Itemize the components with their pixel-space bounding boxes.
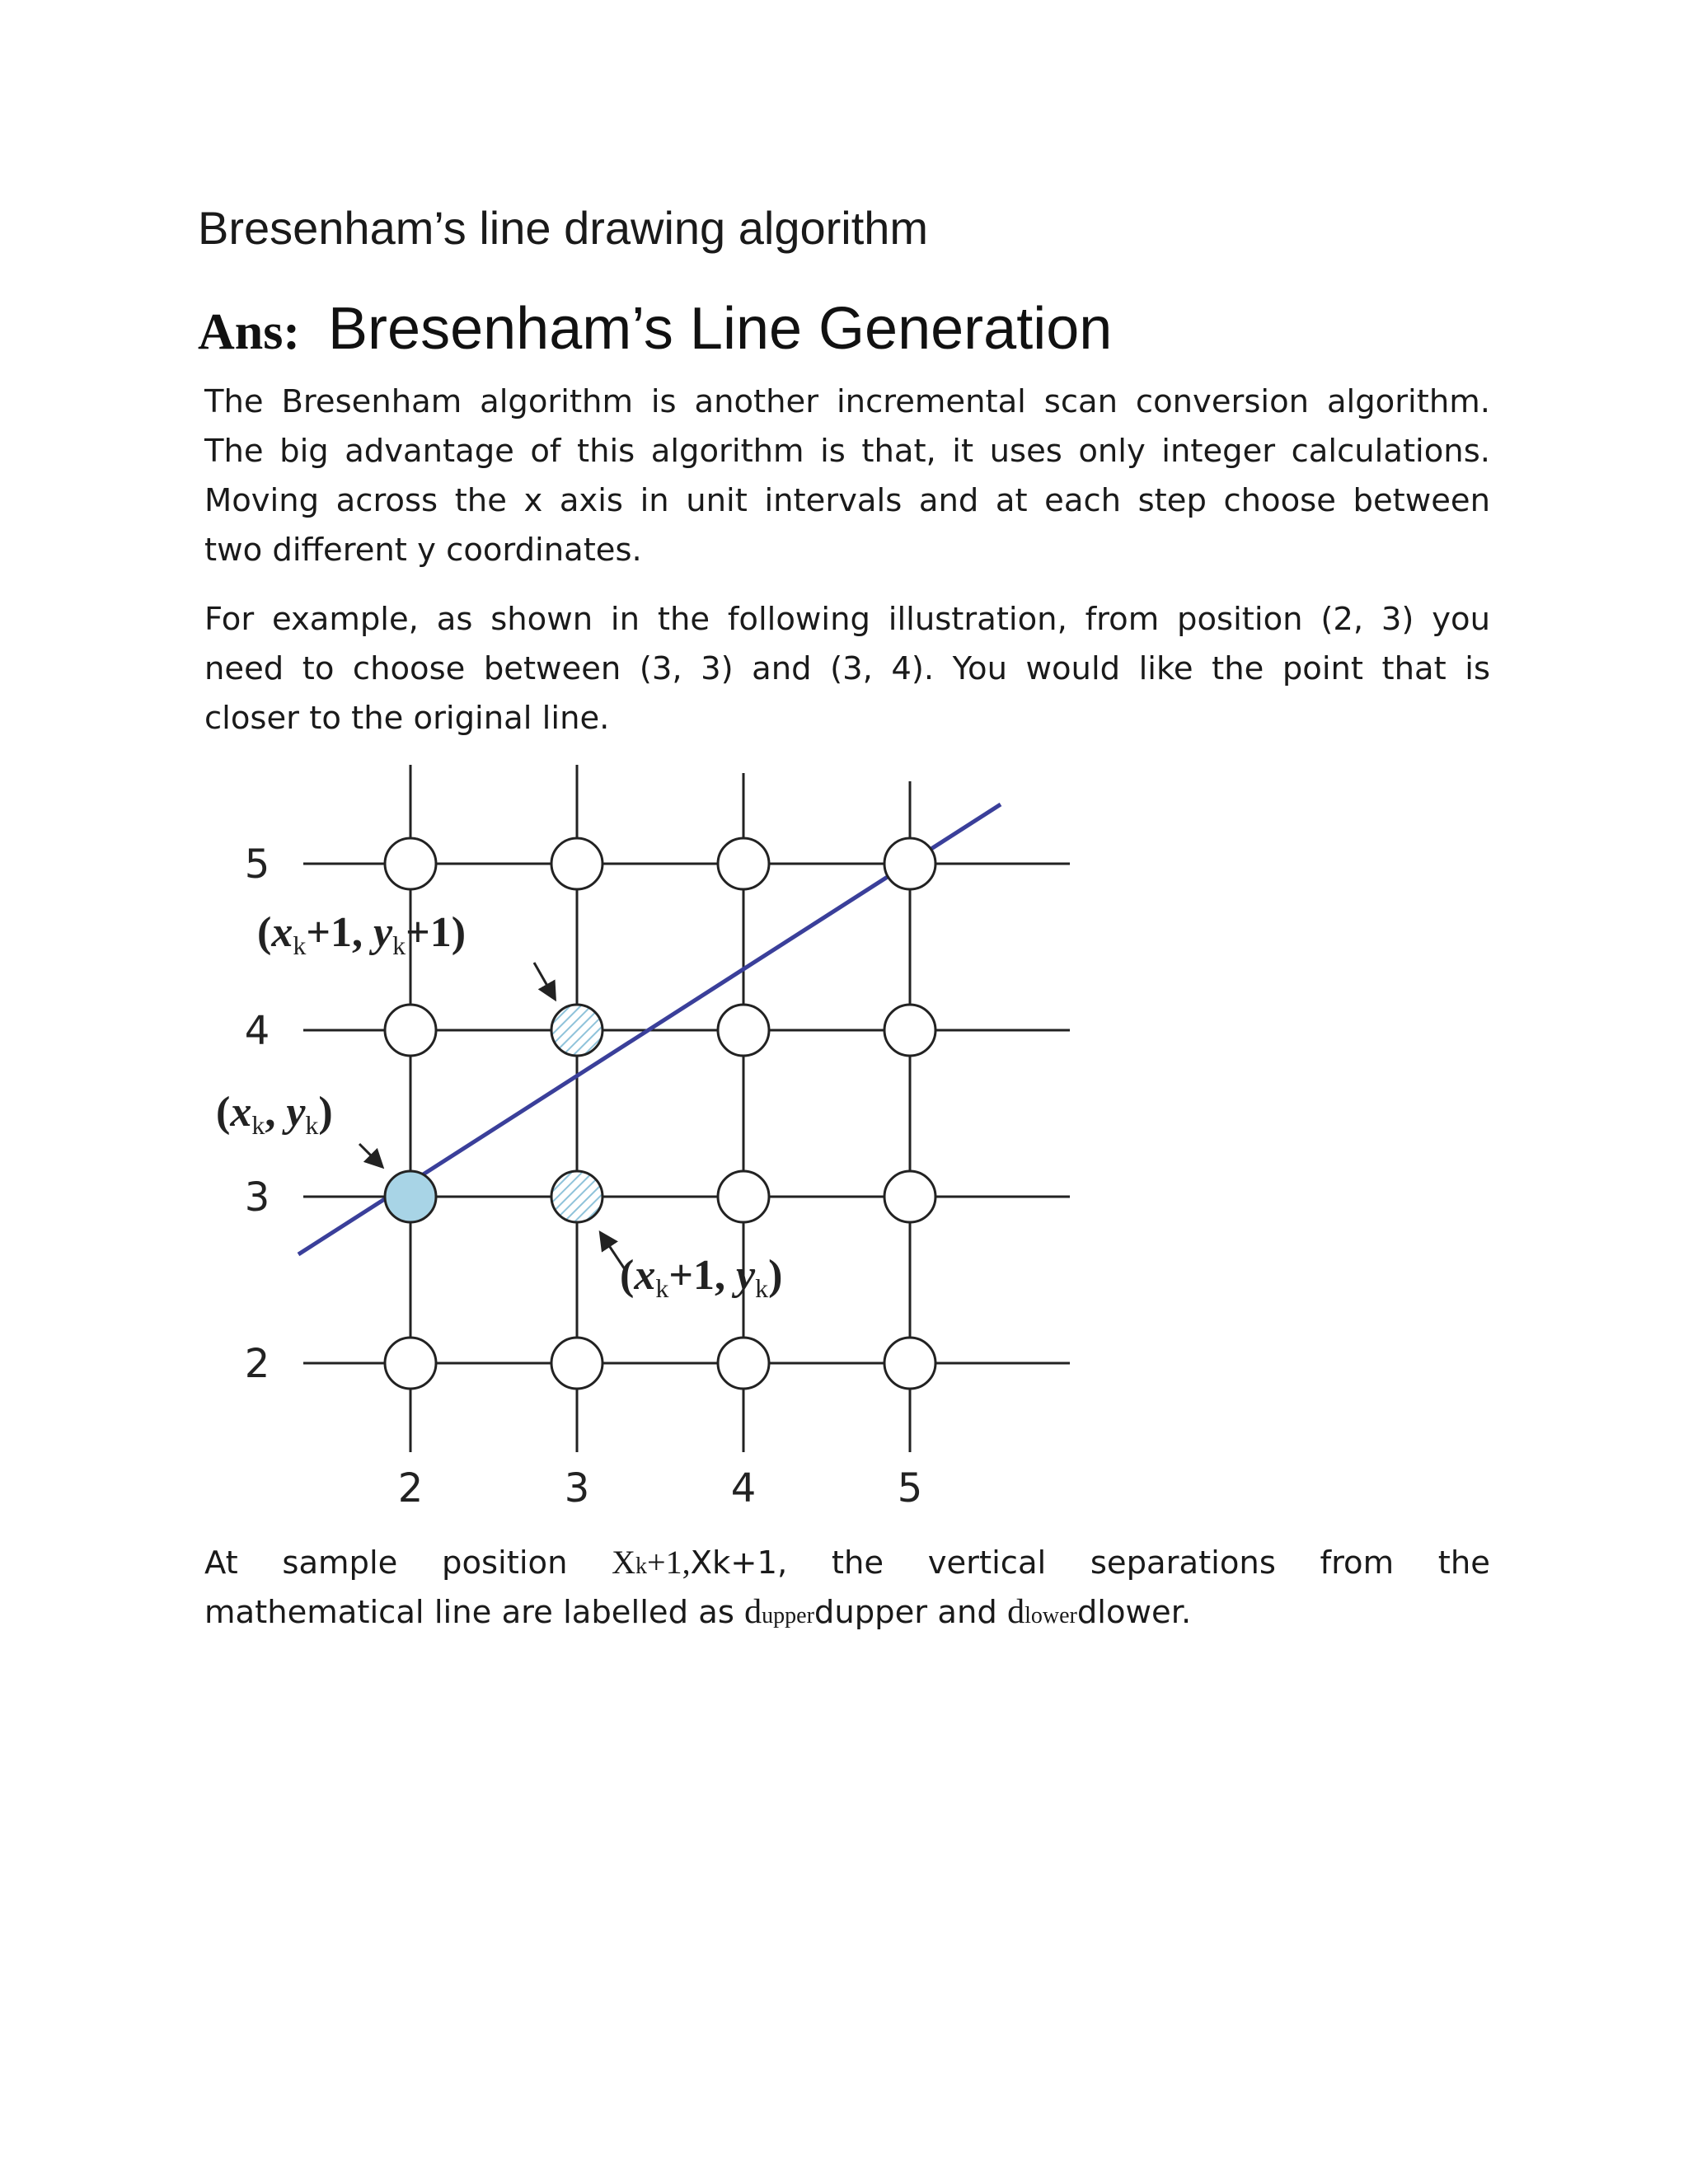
pixel-nodes [385,838,935,1389]
paragraph-line: At sample position Xk+1,Xk+1, the vertical separations from the [204,1544,1490,1582]
paragraph-intro [204,377,1490,575]
arrow-upper-label [534,963,554,997]
current-pixel [385,1171,436,1222]
pixel-node [884,838,935,889]
pixel-node [551,838,603,889]
x-tick-label: 3 [564,1465,590,1511]
answer-title: Bresenham’s Line Generation [328,296,1113,362]
pixel-node [551,1338,603,1389]
paragraph-line: The big advantage of this algorithm is that, it uses only integer calculations. [204,433,1490,470]
label-lower-candidate: (xk+1, yk) [620,1252,783,1303]
paragraph-line: The Bresenham algorithm is another incremental scan conversion algorithm. [204,383,1490,420]
answer-heading [198,295,1112,363]
pixel-node [385,1338,436,1389]
pixel-node [884,1338,935,1389]
arrow-current-label [359,1144,381,1165]
answer-label: Ans: [198,304,301,360]
candidate-pixel-upper [551,1005,603,1056]
pixel-node [718,1171,769,1222]
x-tick-label: 4 [730,1465,757,1511]
y-tick-label: 4 [244,1008,270,1054]
y-tick-label: 3 [244,1174,270,1221]
paragraph-line: Moving across the x axis in unit intervals and at each step choose between [204,482,1490,519]
pixel-node [718,1005,769,1056]
y-tick-label: 2 [244,1341,270,1387]
pixel-node [718,1338,769,1389]
paragraph-example [204,595,1490,743]
label-upper-candidate: (xk+1, yk+1) [257,909,467,960]
x-tick-label: 2 [397,1465,424,1511]
pixel-node [385,838,436,889]
page-heading: Bresenham’s line drawing algorithm [198,202,929,254]
paragraph-line: two different y coordinates. [204,532,642,569]
candidate-pixel-lower [551,1171,603,1222]
paragraph-separations [204,1538,1490,1637]
pixel-node [884,1171,935,1222]
paragraph-line: mathematical line are labelled as dupperdupper and dlowerdlower. [204,1593,1192,1631]
pixel-node [718,838,769,889]
label-current-point: (xk, yk) [216,1089,333,1140]
x-tick-label: 5 [897,1465,923,1511]
pixel-node [385,1005,436,1056]
paragraph-line: For example, as shown in the following illustration, from position (2, 3) you [204,601,1490,638]
paragraph-line: closer to the original line. [204,700,610,737]
bresenham-grid-diagram [198,758,1088,1533]
paragraph-line: need to choose between (3, 3) and (3, 4). You would like the point that is [204,650,1490,687]
pixel-node [884,1005,935,1056]
y-tick-label: 5 [244,841,270,888]
